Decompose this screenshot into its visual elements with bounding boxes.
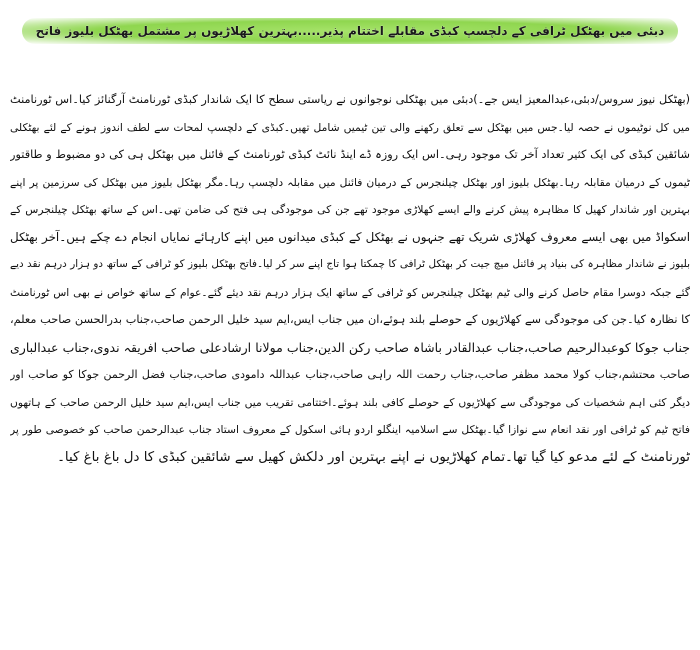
article-line: دیگر کئی اہم شخصیات کی موجودگی سے کھلاڑیوں کے حوصلے کافی بلند ہوئے۔اختتامی تقریب میں جناب ایس،ایم سید خلیل الرحمن صاحب کے ہاتھوں (10, 395, 690, 409)
article-line: جناب جوکا کوعبدالرحیم صاحب،جناب عبدالقادر باشاہ صاحب رکن الدین،جناب مولانا ارشادعلی صاحب افریقہ ندوی،جناب عبدالباری (10, 339, 690, 355)
article-body (10, 86, 690, 471)
article-line: گئے جبکہ دوسرا مقام حاصل کرنے والی ٹیم بھٹکل چیلنجرس کو ٹرافی کے ساتھ ایک ہزار درہم نقد دیئے گئے۔عوام کے ساتھ خواص نے بھی اس ٹورنامنٹ (10, 285, 690, 299)
article-line-last: ٹورنامنٹ کے لئے مدعو کیا گیا تھا۔تمام کھلاڑیوں نے اپنے بہترین اور دلکش کھیل سے شائقین کبڈی کا دل باغ باغ کیا۔ (57, 449, 690, 465)
article-line: ٹیموں کے درمیان مقابلہ رہا۔بھٹکل بلیوز اور بھٹکل چیلنجرس کے درمیان فائنل میں مقابلہ دلچسپ رہا۔مگر بھٹکل بلیوز میں بھٹکل کی سرزمین پر اپنے (10, 175, 690, 189)
article-line: بہترین اور شاندار کھیل کا مظاہرہ پیش کرنے والے ایسے کھلاڑی موجود تھے جن کی موجودگی ہی فتح کی ضامن تھی۔اس کے ساتھ بھٹکل چیلنجرس کے (10, 203, 690, 216)
article-headline: دبئی میں بھٹکل ٹرافی کے دلچسپ کبڈی مقابلے اختتام پذیر.....بہترین کھلاڑیوں پر مشتمل بھٹکل بلیوز فاتح (22, 18, 679, 44)
article-line: فاتح ٹیم کو ٹرافی اور نقد انعام سے نوازا گیا۔بھٹکل سے اسلامیہ اینگلو اردو ہائی اسکول کے معروف استاد جناب عبدالرحمن صاحب کو خصوصی طور پر (10, 423, 690, 436)
article-line: (بھٹکل نیوز سروس/دبئی،عبدالمعیز ایس جے۔)دبئی میں بھٹکلی نوجوانوں نے ریاستی سطح کا ایک شاندار کبڈی ٹورنامنٹ آرگنائز کیا۔اس ٹورنامنٹ (10, 93, 690, 106)
headline-banner (10, 6, 690, 56)
article-line: صاحب محتشم،جناب کولا محمد مظفر صاحب،جناب رحمت اللہ راہی صاحب،جناب عبداللہ دامودی صاحب،جناب فضل الرحمن جوکا کو صاحب اور (10, 368, 690, 381)
article-line: بلیوز نے شاندار مظاہرہ کی بنیاد پر فائنل میچ جیت کر بھٹکل ٹرافی کا چمکتا ہوا تاج اپنے سر کر لیا۔فاتح بھٹکل بلیوز کو ٹرافی کے ساتھ دو ہزار درہم نقد دیے (10, 258, 690, 270)
article-line: کا نظارہ کیا۔جن کی موجودگی سے کھلاڑیوں کے حوصلے بلند ہوئے،ان میں جناب ایس،ایم سید خلیل الرحمن صاحب،جناب بدرالحسن صاحب معلم، (10, 313, 690, 326)
article-line: اسکواڈ میں بھی ایسے معروف کھلاڑی شریک تھے جنہوں نے بھٹکل کے کبڈی میدانوں میں اپنے کارہائے نمایاں انجام دے چکے ہیں۔آخر بھٹکل (10, 229, 690, 244)
article-line: شائقین کبڈی کی ایک کثیر تعداد آخر تک موجود رہی۔اس ایک روزہ ڈے اینڈ نائٹ کبڈی ٹورنامنٹ کے فائنل میں بھٹکل ہی کی دو مضبوط و طاقتور (10, 148, 690, 161)
article-line: میں کل نوٹیموں نے حصہ لیا۔جس میں بھٹکل سے تعلق رکھنے والی تین ٹیمیں شامل تھیں۔کبڈی کے دلچسپ لمحات سے لطف اندوز ہونے کے لئے بھٹکلی (10, 120, 690, 134)
